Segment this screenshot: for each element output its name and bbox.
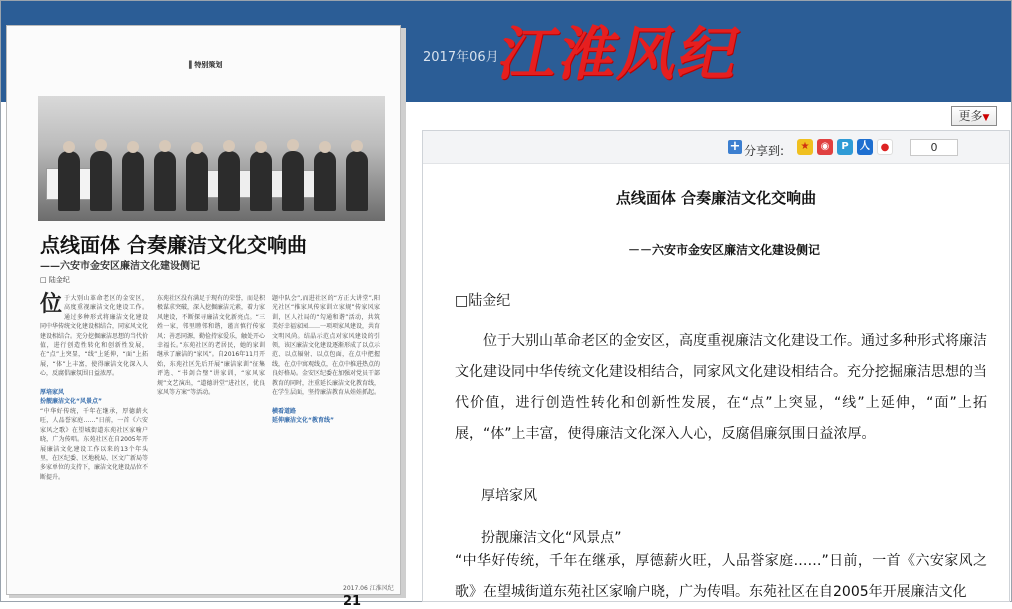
article-section-heading: 厚培家风 <box>481 488 537 504</box>
qzone-share-icon[interactable]: ★ <box>797 139 813 155</box>
magazine-col3-text: 题中队会”,而进社区的“方正大讲堂”,阳光社区“推家风传家训立家规”传家风家训，区人社局的“勾通和谐”活动，共筑美好幸福家园……一项项家风建设，共育文明风尚。结晶示范点对家风建设的引领，该区廉洁文化建设逐渐形成了以点示范、以点辐射、以点包面，在点中把握线，在点中寓观线点，在点中推进热点的良好格局。金安区纪委在加强对党员干部教育的同时，注重延长廉洁文化教育线，在学生层面，坚持廉洁教育从娃娃抓起。 <box>272 295 381 397</box>
magazine-col1-heading2: 扮靓廉洁文化“风景点” <box>40 398 102 406</box>
photo-head <box>63 141 75 153</box>
article-section-subheading: 扮靓廉洁文化“风景点” <box>481 530 622 546</box>
photo-head <box>191 142 203 154</box>
issue-date: 2017年06月 <box>423 50 499 65</box>
magazine-dropcap: 位 <box>40 292 63 317</box>
photo-person <box>154 151 176 211</box>
magazine-col3-heading1: 横看道路 <box>272 407 297 415</box>
photo-person <box>282 151 304 211</box>
magazine-col3-heading2: 延伸廉洁文化“教育线” <box>272 417 334 425</box>
photo-person <box>250 151 272 211</box>
magazine-page-preview[interactable] <box>6 25 401 609</box>
magazine-col1-text: 于大别山革命老区的金安区，高度重视廉洁文化建设工作。通过多种形式将廉洁文化建设同中华传统文化建设相结合，同家风文化建设相结合。充分挖掘廉洁思想的当代价值，进行创造性转化和创新性发展，在“点”上突显，“线”上延伸，“面”上拓展，“体”上丰富，使得廉洁文化深入人心，反腐倡廉氛围日益浓厚。 <box>40 295 149 378</box>
article-paragraph: 位于大别山革命老区的金安区，高度重视廉洁文化建设工作。通过多种形式将廉洁文化建设同中华传统文化建设相结合，同家风文化建设相结合。充分挖掘廉洁思想的当代价值，进行创造性转化和创新性发展，在“点”上突显，“线”上延伸，“面”上拓展，“体”上丰富，使得廉洁文化深入人心，反腐倡廉氛围日益浓厚。 <box>455 333 987 442</box>
magazine-column-tag: ▌特别策划 <box>189 61 223 69</box>
dropdown-triangle-icon: ▼ <box>982 113 990 123</box>
share-bar <box>423 131 1009 164</box>
magazine-subheadline: ——六安市金安区廉洁文化建设侧记 <box>40 261 200 272</box>
article-paragraph: “中华好传统，千年在继承，厚德薪火旺，人品誉家庭……”日前，一首《六安家风之歌》在望城街道东苑社区家喻户晓，广为传唱。东苑社区在自2005年开展廉洁文化 <box>455 553 987 600</box>
magazine-col2-text: 东苑社区没有满足于现有的荣誉，而是积极谋求突破，深入挖掘廉洁元素，着力家风建设，不断探寻廉洁文化新亮点。“三姓一家，邻里睦邻和谐，谨言慎行传家风；善恶同源，勤俭持家爱乐，触处开心幸福长。”东苑社区的老居民，她的家训继承了廉洁的“家风”。自2016年11月开始，东苑社区先后开展“廉洁家训”征集评选、“书剑合璧”讲家训，“家风家规”文艺演出，“道德讲堂”进社区，优良家风等方案“等活动。 <box>157 295 266 397</box>
brand-logo-title: 江淮风纪 <box>492 20 748 88</box>
photo-person <box>90 151 112 211</box>
magazine-col1-text2: “中华好传统，千年在继承，厚德薪火旺，人品誉家庭……”日前，一首《六安家风之歌》在望城街道东苑社区家喻户晓，广为传唱。东苑社区在自2005年开展廉洁文化建设工作以来的13个年头里，在区纪委、区地税局、区文广新局等多家单位的支持下，廉洁文化建设品位不断提升。 <box>40 407 149 481</box>
magazine-headline: 点线面体 合奏廉洁文化交响曲 <box>40 233 307 257</box>
share-label[interactable]: 分享到: <box>744 144 785 158</box>
photo-head <box>287 139 299 151</box>
magazine-col1-heading1: 厚培家风 <box>40 389 65 397</box>
magazine-author: □ 陆金纪 <box>40 276 70 284</box>
tencent-weibo-share-icon[interactable]: P <box>837 139 853 155</box>
photo-head <box>255 141 267 153</box>
article-author: □陆金纪 <box>455 293 511 309</box>
magazine-column-2 <box>157 294 265 397</box>
renren-share-icon[interactable]: 人 <box>857 139 873 155</box>
photo-head <box>351 140 363 152</box>
photo-person <box>314 151 336 211</box>
magazine-column-1 <box>40 294 148 482</box>
more-button-label: 更多 <box>958 109 983 123</box>
weibo-share-icon[interactable]: ◉ <box>817 139 833 155</box>
photo-head <box>95 139 107 151</box>
photo-person <box>346 151 368 211</box>
photo-head <box>159 140 171 152</box>
share-count: 0 <box>910 139 958 156</box>
magazine-column-3 <box>272 294 380 426</box>
article-subtitle: －－六安市金安区廉洁文化建设侧记 <box>627 243 820 257</box>
photo-person <box>122 151 144 211</box>
more-button[interactable] <box>951 106 997 126</box>
share-plus-icon[interactable]: + <box>729 139 741 154</box>
photo-person <box>218 151 240 211</box>
photo-person <box>186 151 208 211</box>
douban-share-icon[interactable]: ● <box>877 139 893 155</box>
photo-head <box>223 140 235 152</box>
magazine-photo <box>38 96 385 221</box>
article-title: 点线面体 合奏廉洁文化交响曲 <box>615 189 817 207</box>
photo-head <box>319 141 331 153</box>
photo-person <box>58 151 80 211</box>
magazine-page-number: 2017.06 江淮风纪21 <box>343 585 394 609</box>
article-panel <box>422 130 1010 602</box>
photo-head <box>127 141 139 153</box>
